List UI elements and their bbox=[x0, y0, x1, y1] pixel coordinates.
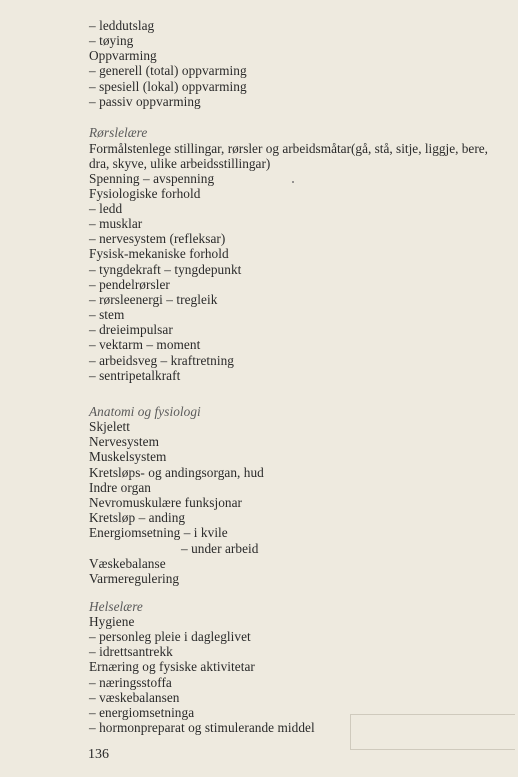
text-line: Nervesystem bbox=[89, 434, 159, 449]
text-line: – arbeidsveg – kraftretning bbox=[89, 353, 234, 368]
text-line: – musklar bbox=[89, 216, 143, 231]
text-line: – næringsstoffa bbox=[89, 675, 172, 690]
text-line: Fysisk-mekaniske forhold bbox=[89, 246, 229, 261]
print-speck bbox=[292, 181, 294, 183]
text-line: Oppvarming bbox=[89, 48, 157, 63]
text-line: Kretsløp – anding bbox=[89, 510, 186, 525]
text-line: Skjelett bbox=[89, 419, 131, 434]
text-line: – sentripetalkraft bbox=[89, 368, 181, 383]
text-line: Varmeregulering bbox=[89, 571, 180, 586]
text-line-continuation: – under arbeid bbox=[181, 541, 259, 556]
text-line: – hormonpreparat og stimulerande middel bbox=[89, 720, 315, 735]
text-line: Indre organ bbox=[89, 480, 151, 495]
text-line: – vektarm – moment bbox=[89, 337, 201, 352]
text-line: – pendelrørsler bbox=[89, 277, 170, 292]
text-line: – idrettsantrekk bbox=[89, 644, 173, 659]
text-line: – generell (total) oppvarming bbox=[89, 63, 247, 78]
text-line: – passiv oppvarming bbox=[89, 94, 201, 109]
text-line: – væskebalansen bbox=[89, 690, 180, 705]
section-intro-paragraph: Formålstenlege stillingar, rørsler og arbeidsmåtar(gå, stå, sitje, liggje, bere, dra, skyve, ulike arbeidsstillingar) bbox=[89, 141, 488, 171]
text-line: – rørsleenergi – tregleik bbox=[89, 292, 218, 307]
text-line: – stem bbox=[89, 307, 125, 322]
text-line: – energiomsetninga bbox=[89, 705, 195, 720]
text-line: – ledd bbox=[89, 201, 123, 216]
text-line: Nevromuskulære funksjonar bbox=[89, 495, 243, 510]
text-line: Kretsløps- og andingsorgan, hud bbox=[89, 465, 264, 480]
text-line: Spenning – avspenning bbox=[89, 171, 215, 186]
section-heading-rorslelaere: Rørslelære bbox=[89, 125, 148, 140]
text-line: – spesiell (lokal) oppvarming bbox=[89, 79, 247, 94]
page-number: 136 bbox=[88, 747, 109, 762]
section-heading-anatomi: Anatomi og fysiologi bbox=[89, 404, 201, 419]
scan-edge-mark bbox=[350, 714, 515, 750]
text-line: – tøying bbox=[89, 33, 134, 48]
text-line: – tyngdekraft – tyngdepunkt bbox=[89, 262, 242, 277]
text-line: – leddutslag bbox=[89, 18, 155, 33]
text-line: – nervesystem (refleksar) bbox=[89, 231, 226, 246]
text-line: Hygiene bbox=[89, 614, 135, 629]
text-line: Ernæring og fysiske aktivitetar bbox=[89, 659, 255, 674]
section-heading-helselaere: Helselære bbox=[89, 599, 143, 614]
text-line: – personleg pleie i dagleglivet bbox=[89, 629, 251, 644]
text-line: Væskebalanse bbox=[89, 556, 166, 571]
text-line: – dreieimpulsar bbox=[89, 322, 173, 337]
text-line: Energiomsetning – i kvile bbox=[89, 525, 228, 540]
text-line: Muskelsystem bbox=[89, 449, 167, 464]
text-line: Fysiologiske forhold bbox=[89, 186, 201, 201]
